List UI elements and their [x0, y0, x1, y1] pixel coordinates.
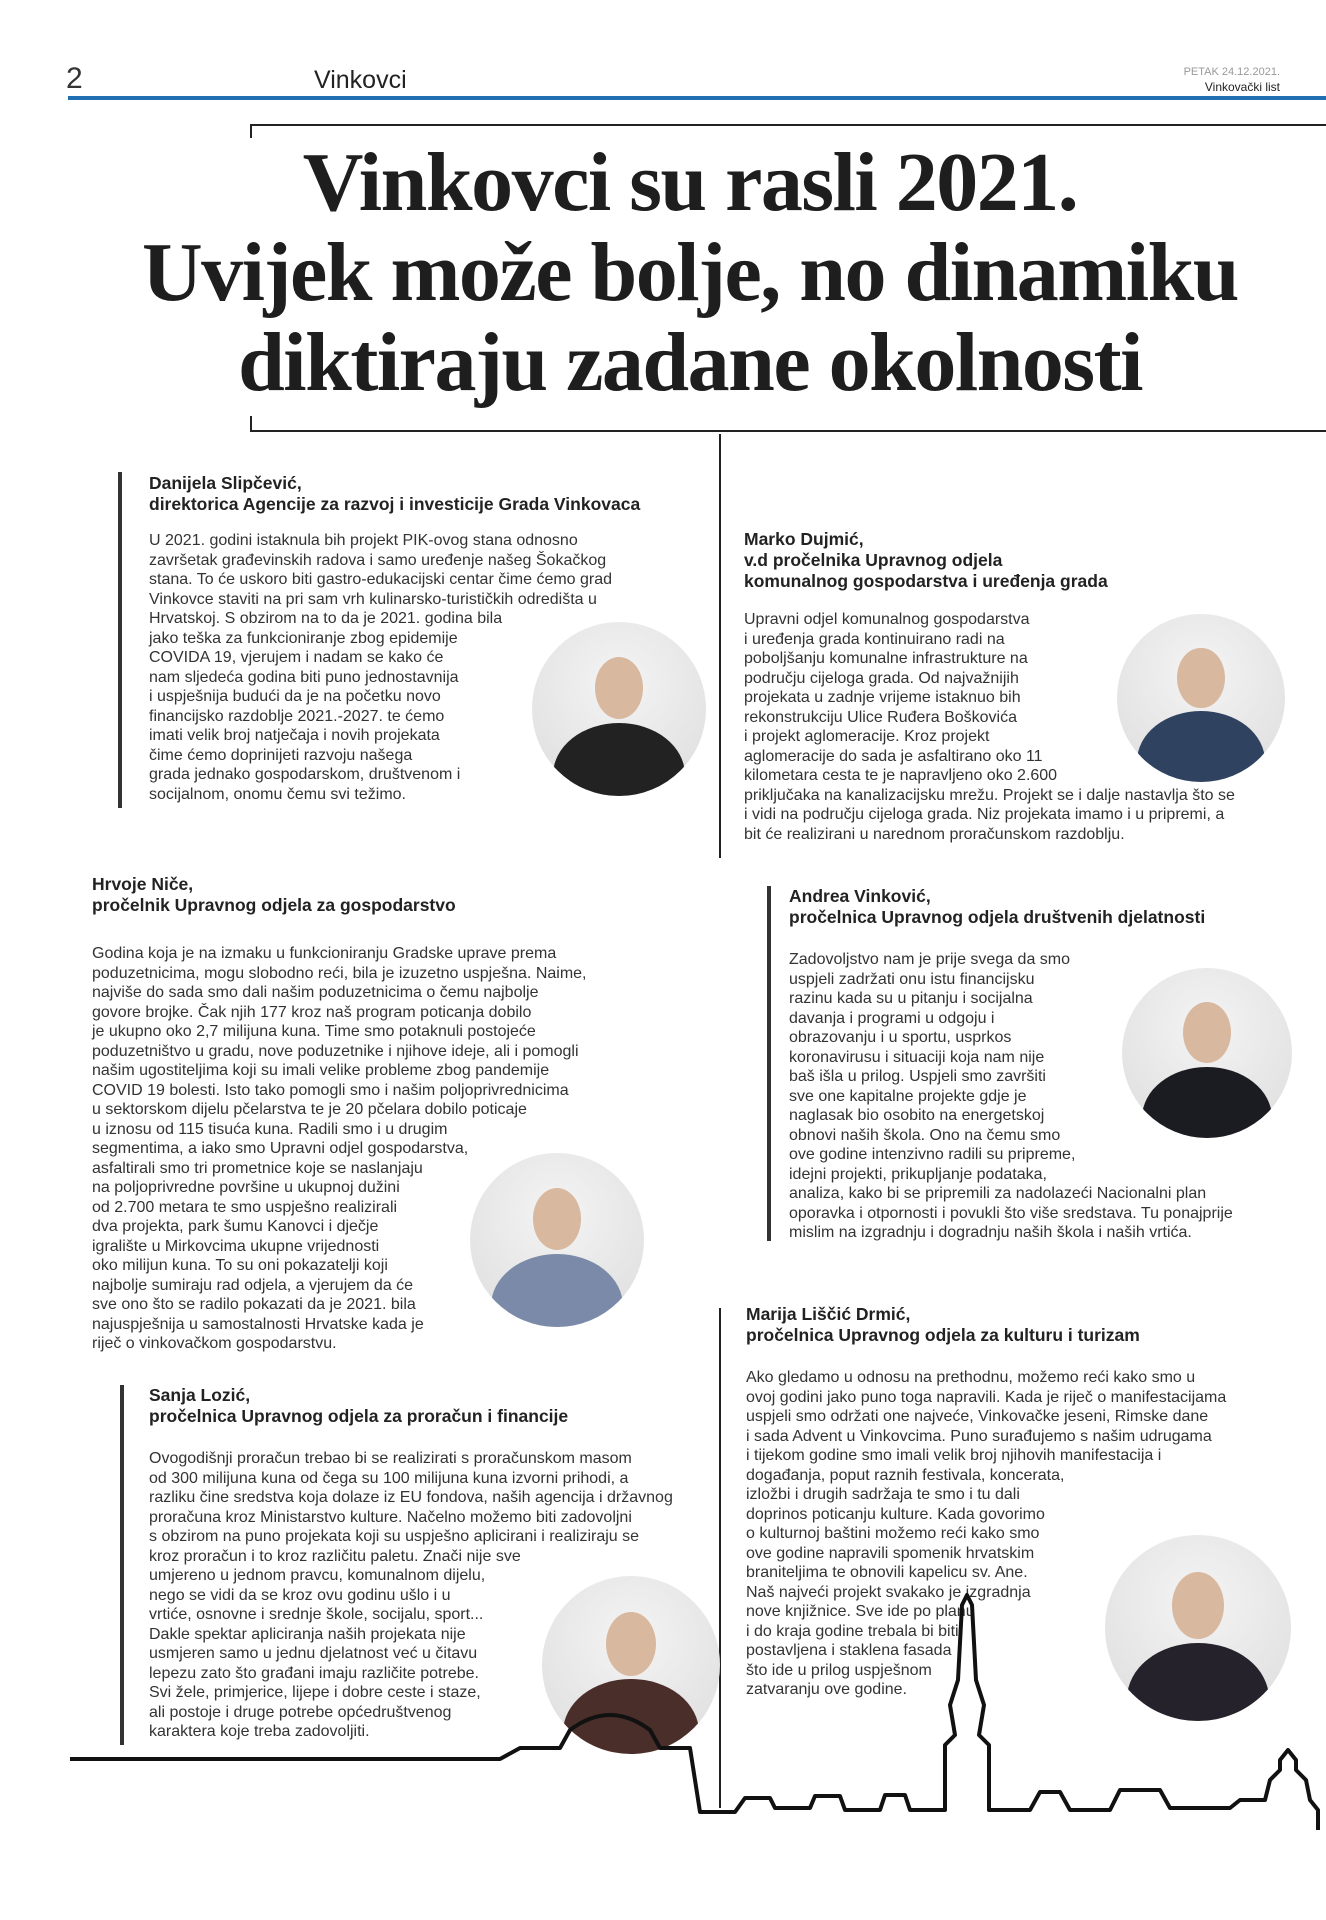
statement-text-line: na poljoprivredne površine u ukupnoj dužini: [92, 1179, 400, 1196]
statement-text-line: uspjeli smo održati one najveće, Vinkovačke jeseni, Rimske dane: [746, 1408, 1209, 1425]
statement-text-line: Vinkovce staviti na pri sam vrh kulinarsko-turističkih odredišta u: [149, 590, 597, 608]
person-role: komunalnog gospodarstva i uređenja grada: [744, 571, 1108, 591]
statement-text-line: ove godine napravili spomenik hrvatskim: [746, 1544, 1035, 1562]
person-name: Sanja Lozić,: [149, 1385, 251, 1405]
statement-text-line: COVID 19 bolesti. Isto tako pomogli smo i našim poljoprivrednicima: [92, 1081, 569, 1099]
statement-text-line: jako teška za funkcioniranje zbog epidemije: [149, 629, 458, 647]
statement-text-line: ovoj godini jako puno toga napravili. Kada je riječ o manifestacijama: [746, 1388, 1227, 1406]
statement-text-line: asfaltirali smo tri prometnice koje se naslanjaju: [92, 1159, 423, 1177]
statement-text-line: financijsko razdoblje 2021.-2027. te ćemo: [149, 707, 445, 725]
statement-text-line: završetak građevinskih radova i samo uređenje našeg Šokačkog: [149, 551, 607, 569]
person-role: v.d pročelnika Upravnog odjela: [744, 550, 1003, 570]
person-role: pročelnica Upravnog odjela društvenih djelatnosti: [789, 907, 1206, 927]
statement-text-line: poduzetnicima, mogu slobodno reći, bila je izuzetno uspješna. Naime,: [92, 964, 587, 982]
statement-text-line: priključaka na kanalizacijsku mrežu. Projekt se i dalje nastavlja što se: [744, 786, 1235, 804]
statement-text-line: o kulturnoj baštini možemo reći kako smo: [746, 1525, 1040, 1542]
statement-text-line: zatvaranju ove godine.: [746, 1681, 907, 1698]
statement-text-line: COVIDA 19, vjerujem i nadam se kako će: [149, 649, 444, 666]
statement-text-line: bit će realizirani u narednom proračunskom razdoblju.: [744, 825, 1125, 843]
statement-text-line: razliku čine sredstva koja dolaze iz EU fondova, naših agencija i državnog: [149, 1489, 673, 1506]
statement-text-line: koronavirusu i situaciji koja nam nije: [789, 1048, 1045, 1066]
statement-text-line: ove godine intenzivno radili su pripreme,: [789, 1146, 1076, 1163]
statement-text-line: poduzetništvo u gradu, nove poduzetnike i njihove ideje, ali i pomogli: [92, 1042, 579, 1060]
person-name: Hrvoje Niče,: [92, 874, 194, 894]
person-role: direktorica Agencije za razvoj i investicije Grada Vinkovaca: [149, 494, 641, 514]
statement-text-line: i uspješnija budući da je na početku novo: [149, 688, 441, 705]
statement-text-line: igralište u Mirkovcima ukupne vrijednosti: [92, 1237, 380, 1255]
statement-text-line: najuspješnija u samostalnosti Hrvatske kada je: [92, 1315, 424, 1333]
statement-text-line: i vidi na području cijeloga grada. Niz projekata imamo i u pripremi, a: [744, 806, 1225, 823]
statement-text-line: i do kraja godine trebala bi biti: [746, 1622, 959, 1640]
statement-text-line: Dakle spektar apliciranja naših projekata nije: [149, 1625, 466, 1643]
statement-text-line: u sektorskom dijelu pčelarstva te je 20 pčelara dobilo poticaje: [92, 1101, 527, 1118]
statement-text-line: U 2021. godini istaknula bih projekt PIK-ovog stana odnosno: [149, 532, 578, 549]
person-name: Marija Liščić Drmić,: [746, 1304, 911, 1324]
statement-text-line: Upravni odjel komunalnog gospodarstva: [744, 611, 1030, 628]
statement-text-line: stana. To će uskoro biti gastro-edukacijski centar čime ćemo grad: [149, 571, 613, 588]
statement-text-line: poboljšanju komunalne infrastrukture na: [744, 650, 1028, 667]
statement-text-line: braniteljima te obnovili kapelicu sv. Ane.: [746, 1564, 1028, 1581]
statement-text-line: što ide u prilog uspješnom: [746, 1661, 932, 1679]
statement-text-line: čime ćemo doprinijeti razvoju našega: [149, 746, 413, 764]
statement-text-line: području cijeloga grada. Od najvažnijih: [744, 669, 1019, 687]
statement-text-line: Ovogodišnji proračun trebao bi se realizirati s proračunskom masom: [149, 1450, 632, 1467]
person-role: pročelnica Upravnog odjela za kulturu i turizam: [746, 1325, 1140, 1345]
statement-text-line: i projekt aglomeracije. Kroz projekt: [744, 728, 990, 745]
statement-text-line: razinu kada su u pitanju i socijalna: [789, 990, 1033, 1007]
statement-text-line: izložbi i drugih sadržaja te smo i tu dali: [746, 1486, 1020, 1503]
statement-text-line: i tijekom godine smo imali velik broj njihovih manifestacija i: [746, 1447, 1162, 1464]
statement-text-line: u iznosu od 115 tisuća kuna. Radili smo i u drugim: [92, 1120, 448, 1138]
statement-text-line: Hrvatskoj. S obzirom na to da je 2021. godina bila: [149, 610, 503, 627]
statement-text-line: kilometara cesta te je napravljeno oko 2.600: [744, 767, 1058, 784]
statement-text-line: nove knjižnice. Sve ide po planu: [746, 1603, 975, 1620]
statement-text-line: ali postoje i druge potrebe općedruštvenog: [149, 1703, 452, 1721]
statement-text-line: našim ugostiteljima koji su imali velike probleme zbog pandemije: [92, 1062, 550, 1079]
statement-text-line: s obzirom na puno projekata koji su uspješno aplicirani i realiziraju se: [149, 1528, 640, 1545]
statement-text-line: najbolje sumiraju rad odjela, a vjerujem da će: [92, 1276, 414, 1294]
page-number: 2: [66, 62, 83, 95]
person-name: Danijela Slipčević,: [149, 473, 302, 493]
statement-text-line: karaktera koje treba zadovoljiti.: [149, 1723, 370, 1740]
headline-line-2: Uvijek može bolje, no dinamiku: [141, 226, 1239, 319]
newspaper-name: Vinkovački list: [1204, 80, 1280, 94]
statement-text-line: naglasak bio osobito na energetskoj: [789, 1107, 1045, 1124]
statement-text-line: od 2.700 metara te smo uspješno realizirali: [92, 1198, 398, 1216]
statement-text-line: nam sljedeća godina biti puno jednostavnija: [149, 668, 459, 686]
statement-text-line: govore brojke. Čak njih 177 kroz naš program poticanja dobilo: [92, 1003, 532, 1021]
statement-text-line: grada jednako gospodarskom, društvenom i: [149, 766, 461, 783]
statement-text-line: imati velik broj natječaja i novih projekata: [149, 727, 440, 744]
statement-text-line: događanja, poput raznih festivala, koncerata,: [746, 1466, 1065, 1484]
statement-text-line: Naš najveći projekt svakako je izgradnja: [746, 1583, 1031, 1601]
statement-text-line: obnovi naših škola. Ono na čemu smo: [789, 1126, 1061, 1144]
statement-text-line: Ako gledamo u odnosu na prethodnu, možemo reći kako smo u: [746, 1369, 1196, 1386]
statement-text-line: idejni projekti, prikupljanje podataka,: [789, 1165, 1047, 1183]
statement-text-line: umjereno u jednom pravcu, komunalnom dijelu,: [149, 1567, 486, 1584]
statement-text-line: sve one kapitalne projekte gdje je: [789, 1087, 1027, 1105]
statement-text-line: oporavka i otpornosti i povukli što više sredstava. Tu ponajprije: [789, 1204, 1233, 1222]
issue-date: PETAK 24.12.2021.: [1183, 66, 1280, 78]
statement-text-line: vrtiće, osnovne i srednje škole, socijalu, sport...: [149, 1606, 484, 1623]
statement-text-line: kroz proračun i to kroz različitu paletu. Znači nije sve: [149, 1547, 521, 1565]
statement-text-line: lepezu zato što građani imaju različite potrebe.: [149, 1664, 479, 1682]
statement-text-line: Svi žele, primjerice, lijepe i dobre ceste i staze,: [149, 1684, 481, 1701]
statement-text-line: analiza, kako bi se pripremili za nadolazeći Nacionalni plan: [789, 1185, 1207, 1202]
statement-text-line: projekata u zadnje vrijeme istaknuo bih: [744, 689, 1021, 706]
statement-text-line: sve ono što se radilo pokazati da je 2021. bila: [92, 1296, 416, 1313]
statement-text-line: davanja i programi u odgoju i: [789, 1009, 995, 1027]
person-name: Andrea Vinković,: [789, 886, 931, 906]
statement-text-line: je ukupno oko 2,7 milijuna kuna. Time smo potaknuli postojeće: [92, 1023, 536, 1040]
statement-text-line: mislim na izgradnju i dogradnju naših škola i naših vrtića.: [789, 1224, 1192, 1241]
person-role: pročelnica Upravnog odjela za proračun i financije: [149, 1406, 569, 1426]
statement-text-line: postavljena i staklena fasada: [746, 1642, 952, 1659]
statement-text-line: proračuna kroz Ministarstvo kulture. Načelno možemo biti zadovoljni: [149, 1508, 632, 1526]
statement-text-line: Zadovoljstvo nam je prije svega da smo: [789, 951, 1071, 968]
statement-text-line: od 300 milijuna kuna od čega su 100 milijuna kuna izvorni prihodi, a: [149, 1469, 629, 1487]
statement-text-line: segmentima, a iako smo Upravni odjel gospodarstva,: [92, 1140, 469, 1157]
statement-text-line: usmjeren samo u jednu djelatnost već u čitavu: [149, 1645, 478, 1662]
section-name: Vinkovci: [314, 66, 407, 94]
statement-text-line: aglomeracije do sada je asfaltirano oko 11: [744, 747, 1043, 765]
statement-text-line: Godina koja je na izmaku u funkcioniranju Gradske uprave prema: [92, 945, 557, 962]
statement-text-line: socijalnom, onomu čemu svi težimo.: [149, 785, 406, 803]
statement-text-line: nego se vidi da se kroz ovu godinu ušlo i u: [149, 1586, 451, 1604]
statement-text-line: i uređenja grada kontinuirano radi na: [744, 630, 1005, 648]
statement-text-line: rekonstrukciju Ulice Ruđera Boškovića: [744, 708, 1017, 726]
statement-text-line: oko milijun kuna. To su oni pokazatelji koji: [92, 1257, 388, 1274]
statement-text-line: baš išla u prilog. Uspjeli smo završiti: [789, 1068, 1046, 1085]
person-role: pročelnik Upravnog odjela za gospodarstvo: [92, 895, 456, 915]
statement-text-line: uspjeli zadržati onu istu financijsku: [789, 970, 1035, 988]
headline-line-3: diktiraju zadane okolnosti: [238, 316, 1142, 409]
statement-text-line: obrazovanju i u sportu, usprkos: [789, 1029, 1012, 1046]
statement-text-line: i sada Advent u Vinkovcima. Puno surađujemo s našim udrugama: [746, 1427, 1212, 1445]
statement-text-line: dva projekta, park šumu Kanovci i dječje: [92, 1218, 379, 1235]
person-name: Marko Dujmić,: [744, 529, 864, 549]
headline-line-1: Vinkovci su rasli 2021.: [302, 136, 1078, 229]
statement-text-line: najviše do sada smo dali našim poduzetnicima o čemu najbolje: [92, 984, 539, 1001]
statement-text-line: doprinos poticanju kulture. Kada govorimo: [746, 1505, 1045, 1523]
statement-text-line: riječ o vinkovačkom gospodarstvu.: [92, 1335, 337, 1352]
